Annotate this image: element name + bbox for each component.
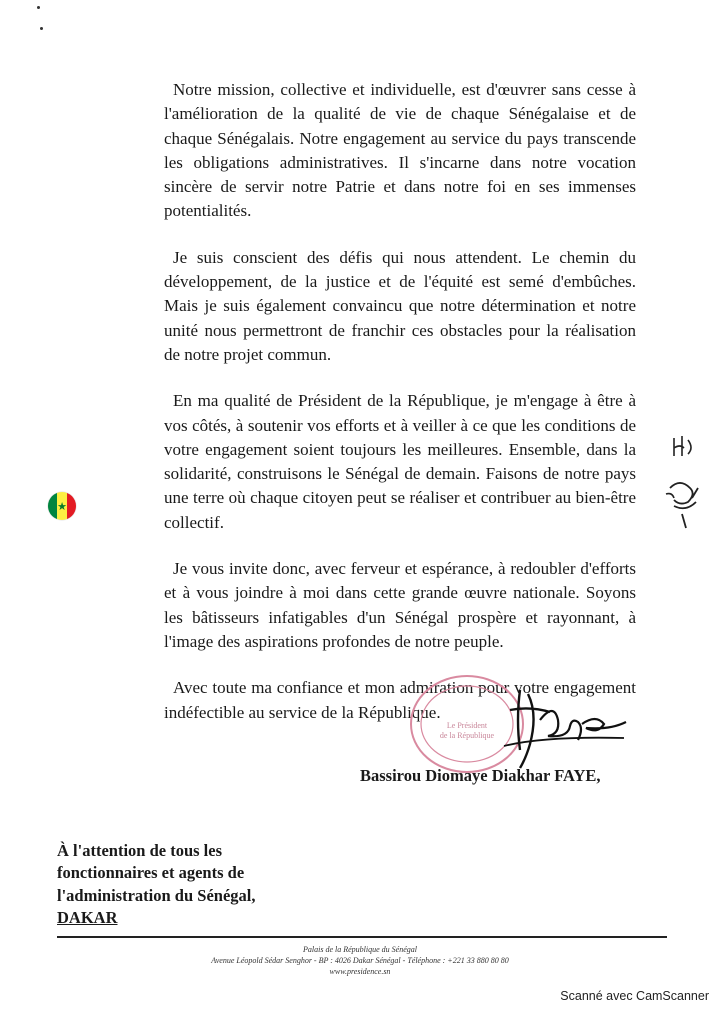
scanner-watermark-bar — [0, 1000, 721, 1024]
stamp-line: Le Président — [446, 721, 488, 730]
paragraph: Je suis conscient des défis qui nous attendent. Le chemin du développement, de la justice et de l'équité est semé d'embûches. Mais je suis également convaincu que notre détermination et notre unité nous permettront de franchir ces obstacles pour la réalisation de notre projet commun. — [164, 247, 636, 364]
scanner-watermark: Scanné avec CamScanner — [560, 989, 709, 1003]
recipient-city: DAKAR — [57, 907, 118, 927]
footer-divider — [57, 936, 667, 938]
footer-line: Palais de la République du Sénégal — [303, 945, 417, 954]
paragraph: Notre mission, collective et individuelle, est d'œuvrer sans cesse à l'amélioration de la qualité de vie de chaque Sénégalaise et de chaque Sénégalais. Notre engagement au service du pays transcende les obligations administratives. Il s'incarne dans notre vocation sincère de servir notre Patrie et dans notre foi en ses immenses potentialités. — [164, 80, 636, 221]
handwritten-signature — [490, 680, 640, 775]
scan-speck — [37, 6, 40, 9]
senegal-flag-icon: ★ — [48, 492, 76, 520]
paragraph: Je vous invite donc, avec ferveur et espérance, à redoubler d'efforts et à vous joindre à moi dans cette grande œuvre nationale. Soyons les bâtisseurs infatigables d'un Sénégal prospère et rayonnant, à l'image des aspirations profondes de notre peuple. — [164, 559, 636, 651]
letter-body — [164, 78, 636, 747]
footer-line: Avenue Léopold Sédar Senghor - BP : 4026 Dakar Sénégal - Téléphone : +221 33 880 80 80 — [211, 956, 509, 965]
scan-speck — [40, 27, 43, 30]
margin-initials — [652, 430, 712, 540]
footer-line: www.presidence.sn — [329, 967, 391, 976]
paragraph: En ma qualité de Président de la République, je m'engage à être à vos côtés, à soutenir vos efforts et à veiller à ce que les conditions de votre engagement soient toujours les meilleures. Ensemble, dans la solidarité, construisons le Sénégal de demain. Faisons de notre pays une terre où chaque citoyen peut se réaliser et contribuer au bien-être collectif. — [164, 391, 636, 532]
recipient-line: À l'attention de tous les — [57, 841, 222, 860]
recipient-line: fonctionnaires et agents de — [57, 863, 245, 883]
letterhead-footer — [150, 944, 570, 977]
paragraph: Avec toute ma confiance et mon admiration pour votre engagement indéfectible au service de la République. — [164, 678, 636, 722]
stamp-line: de la République — [439, 731, 495, 740]
recipient-block — [57, 840, 357, 929]
signer-name: Bassirou Diomaye Diakhar FAYE, — [360, 766, 601, 785]
recipient-line: l'administration du Sénégal, — [57, 885, 256, 905]
